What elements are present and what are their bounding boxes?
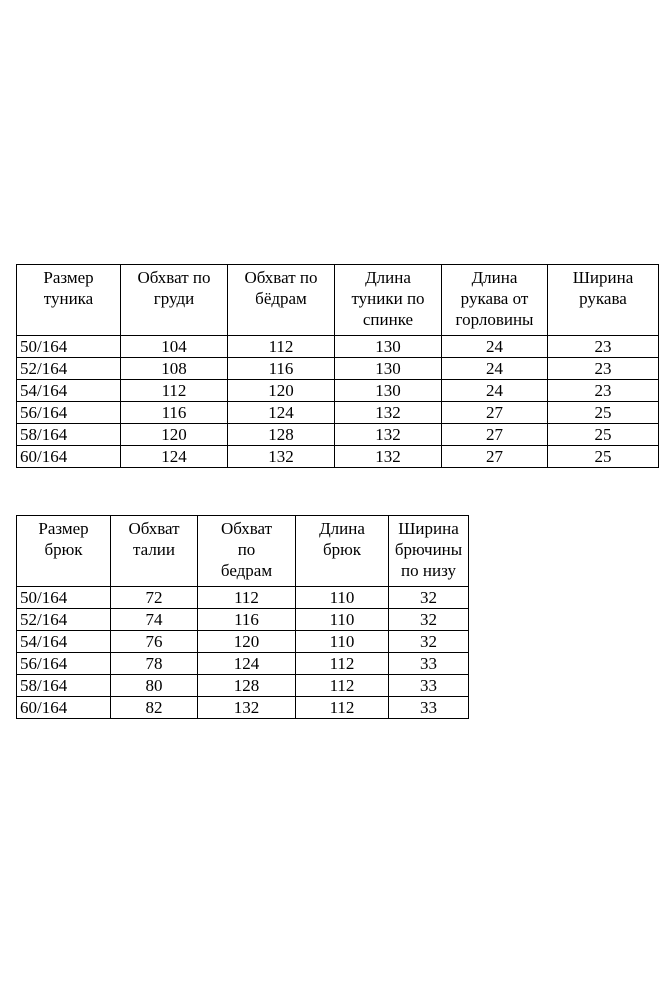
- table-cell: 112: [296, 697, 389, 719]
- tunic-header-row: [17, 265, 659, 336]
- table-cell: 25: [548, 424, 659, 446]
- table-cell: 60/164: [17, 446, 121, 468]
- table-cell: 33: [389, 653, 469, 675]
- table-cell: 128: [198, 675, 296, 697]
- pants-header-row: [17, 516, 469, 587]
- tunic-header-sleeve-width: Ширина рукава: [548, 265, 659, 336]
- tunic-header-sleeve-length: Длина рукава от горловины: [442, 265, 548, 336]
- table-cell: 76: [111, 631, 198, 653]
- table-cell: 132: [198, 697, 296, 719]
- tunic-size-table: [16, 264, 659, 468]
- table-cell: 112: [296, 653, 389, 675]
- table-cell: 124: [228, 402, 335, 424]
- table-cell: 52/164: [17, 609, 111, 631]
- table-row: [17, 609, 469, 631]
- tunic-header-back-length: Длина туники по спинке: [335, 265, 442, 336]
- table-cell: 24: [442, 380, 548, 402]
- table-cell: 116: [228, 358, 335, 380]
- table-cell: 110: [296, 609, 389, 631]
- table-cell: 27: [442, 402, 548, 424]
- table-row: [17, 675, 469, 697]
- table-cell: 112: [198, 587, 296, 609]
- table-cell: 25: [548, 446, 659, 468]
- table-cell: 112: [296, 675, 389, 697]
- table-cell: 78: [111, 653, 198, 675]
- tunic-header-chest: Обхват по груди: [121, 265, 228, 336]
- table-cell: 58/164: [17, 675, 111, 697]
- table-cell: 27: [442, 424, 548, 446]
- table-row: [17, 336, 659, 358]
- table-row: [17, 402, 659, 424]
- table-cell: 80: [111, 675, 198, 697]
- table-cell: 108: [121, 358, 228, 380]
- table-cell: 112: [121, 380, 228, 402]
- pants-header-hips: Обхват по бедрам: [198, 516, 296, 587]
- table-cell: 23: [548, 336, 659, 358]
- table-row: [17, 653, 469, 675]
- table-cell: 23: [548, 358, 659, 380]
- table-cell: 124: [121, 446, 228, 468]
- table-cell: 120: [228, 380, 335, 402]
- table-cell: 74: [111, 609, 198, 631]
- table-cell: 132: [335, 446, 442, 468]
- table-cell: 32: [389, 609, 469, 631]
- table-cell: 130: [335, 380, 442, 402]
- table-cell: 32: [389, 631, 469, 653]
- pants-size-table: [16, 515, 469, 719]
- table-cell: 50/164: [17, 587, 111, 609]
- table-cell: 128: [228, 424, 335, 446]
- table-row: [17, 697, 469, 719]
- table-cell: 33: [389, 675, 469, 697]
- table-cell: 120: [198, 631, 296, 653]
- table-cell: 27: [442, 446, 548, 468]
- table-row: [17, 587, 469, 609]
- table-cell: 56/164: [17, 402, 121, 424]
- table-cell: 24: [442, 336, 548, 358]
- table-cell: 104: [121, 336, 228, 358]
- table-cell: 132: [228, 446, 335, 468]
- table-cell: 132: [335, 424, 442, 446]
- table-cell: 54/164: [17, 631, 111, 653]
- table-cell: 60/164: [17, 697, 111, 719]
- pants-header-length: Длина брюк: [296, 516, 389, 587]
- table-cell: 58/164: [17, 424, 121, 446]
- table-cell: 32: [389, 587, 469, 609]
- table-cell: 56/164: [17, 653, 111, 675]
- table-cell: 50/164: [17, 336, 121, 358]
- table-cell: 130: [335, 336, 442, 358]
- table-cell: 112: [228, 336, 335, 358]
- pants-header-size: Размер брюк: [17, 516, 111, 587]
- pants-header-waist: Обхват талии: [111, 516, 198, 587]
- table-cell: 116: [198, 609, 296, 631]
- table-cell: 110: [296, 587, 389, 609]
- table-row: [17, 424, 659, 446]
- table-cell: 132: [335, 402, 442, 424]
- table-cell: 124: [198, 653, 296, 675]
- table-cell: 82: [111, 697, 198, 719]
- table-cell: 120: [121, 424, 228, 446]
- table-cell: 116: [121, 402, 228, 424]
- table-cell: 52/164: [17, 358, 121, 380]
- table-cell: 130: [335, 358, 442, 380]
- tunic-header-hips: Обхват по бёдрам: [228, 265, 335, 336]
- table-cell: 54/164: [17, 380, 121, 402]
- table-cell: 25: [548, 402, 659, 424]
- table-cell: 33: [389, 697, 469, 719]
- table-row: [17, 446, 659, 468]
- pants-header-leg-width: Ширина брючины по низу: [389, 516, 469, 587]
- table-cell: 24: [442, 358, 548, 380]
- table-row: [17, 631, 469, 653]
- table-row: [17, 358, 659, 380]
- table-row: [17, 380, 659, 402]
- table-cell: 72: [111, 587, 198, 609]
- table-cell: 110: [296, 631, 389, 653]
- tunic-header-size: Размер туника: [17, 265, 121, 336]
- table-cell: 23: [548, 380, 659, 402]
